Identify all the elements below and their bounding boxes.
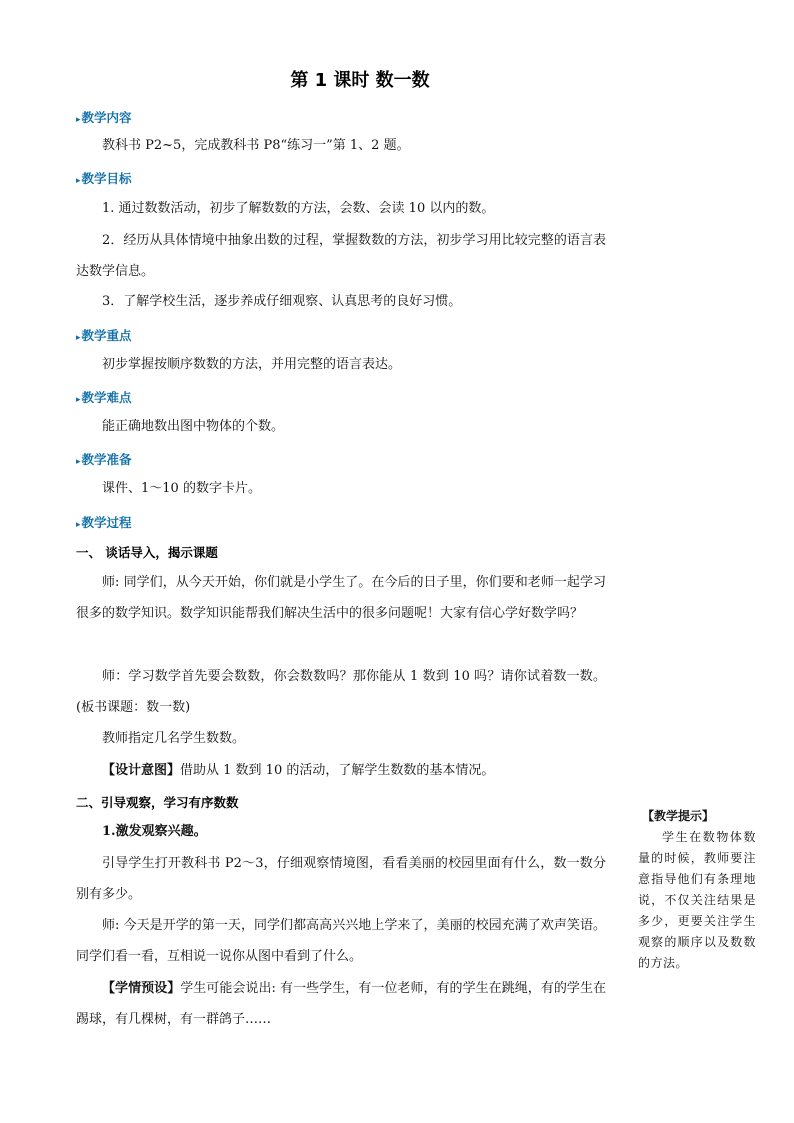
part1-paragraph-1: 师: 同学们，从今天开始，你们就是小学生了。在今后的日子里，你们要和老师一起学习很多的数学知识。数学知识能帮我们解决生活中的很多问题呢！大家有信心学好数学吗？ — [76, 575, 606, 621]
part1-paragraph-3: 教师指定几名学生数数。 — [102, 731, 246, 746]
triangle-bullet-icon: ▸ — [76, 395, 81, 405]
teaching-hint-box — [638, 806, 756, 974]
triangle-bullet-icon: ▸ — [76, 520, 81, 530]
section-heading-difficulty: ▸教学难点 — [76, 390, 132, 405]
prediction-tag: 【学情预设】 — [102, 981, 181, 996]
prediction-text: 学生可能会说出: 有一些学生，有一位老师，有的学生在跳绳，有的学生在踢球，有几棵树，有一群鸽子…… — [76, 981, 606, 1027]
design-intent-tag: 【设计意图】 — [102, 763, 181, 778]
key-text: 初步掌握按顺序数数的方法，并用完整的语言表达。 — [102, 357, 402, 372]
triangle-bullet-icon: ▸ — [76, 457, 81, 467]
part2-paragraph-1: 引导学生打开教科书 P2～3，仔细观察情境图，看看美丽的校园里面有什么，数一数分别有多少。 — [76, 856, 606, 902]
section-heading-process: ▸教学过程 — [76, 515, 132, 530]
goal-item-3: 3．了解学校生活，逐步养成仔细观察、认真思考的良好习惯。 — [102, 294, 462, 309]
part2-student-prediction — [76, 973, 606, 1035]
section-heading-content: ▸教学内容 — [76, 110, 132, 125]
goal-item-1: 1. 通过数数活动，初步了解数数的方法，会数、会读 10 以内的数。 — [102, 201, 495, 216]
hint-heading: 【教学提示】 — [642, 809, 715, 823]
part1-design-intent — [76, 755, 606, 786]
part2-heading: 二、引导观察，学习有序数数 — [76, 795, 239, 810]
section-heading-prep: ▸教学准备 — [76, 452, 132, 467]
part2-paragraph-2: 师: 今天是开学的第一天，同学们都高高兴兴地上学来了，美丽的校园充满了欢声笑语。同学们看一看，互相说一说你从图中看到了什么。 — [76, 918, 606, 964]
difficulty-text: 能正确地数出图中物体的个数。 — [102, 419, 285, 434]
section-heading-key: ▸教学重点 — [76, 328, 132, 343]
triangle-bullet-icon: ▸ — [76, 115, 81, 125]
section-heading-goals: ▸教学目标 — [76, 171, 132, 186]
part2-subheading: 1.激发观察兴趣。 — [102, 824, 207, 839]
part1-paragraph-2: 师：学习数学首先要会数数，你会数数吗？那你能从 1 数到 10 吗？请你试着数一数。(板书课题：数一数) — [76, 669, 606, 715]
triangle-bullet-icon: ▸ — [76, 176, 81, 186]
design-intent-text: 借助从 1 数到 10 的活动，了解学生数数的基本情况。 — [180, 763, 495, 778]
part1-heading: 一、 谈话导入，揭示课题 — [76, 545, 218, 560]
goal-item-2: 2．经历从具体情境中抽象出数的过程，掌握数数的方法，初步学习用比较完整的语言表达数学信息。 — [76, 233, 606, 279]
lesson-title: 第 1 课时 数一数 — [290, 70, 430, 91]
prep-text: 课件、1～10 的数字卡片。 — [102, 481, 261, 496]
hint-body: 学生在数物体数量的时候，教师要注意指导他们有条理地说，不仅关注结果是多少，更要关注学生观察的顺序以及数数的方法。 — [638, 830, 756, 970]
content-text: 教科书 P2~5，完成教科书 P8“练习一”第 1、2 题。 — [102, 138, 410, 153]
triangle-bullet-icon: ▸ — [76, 333, 81, 343]
